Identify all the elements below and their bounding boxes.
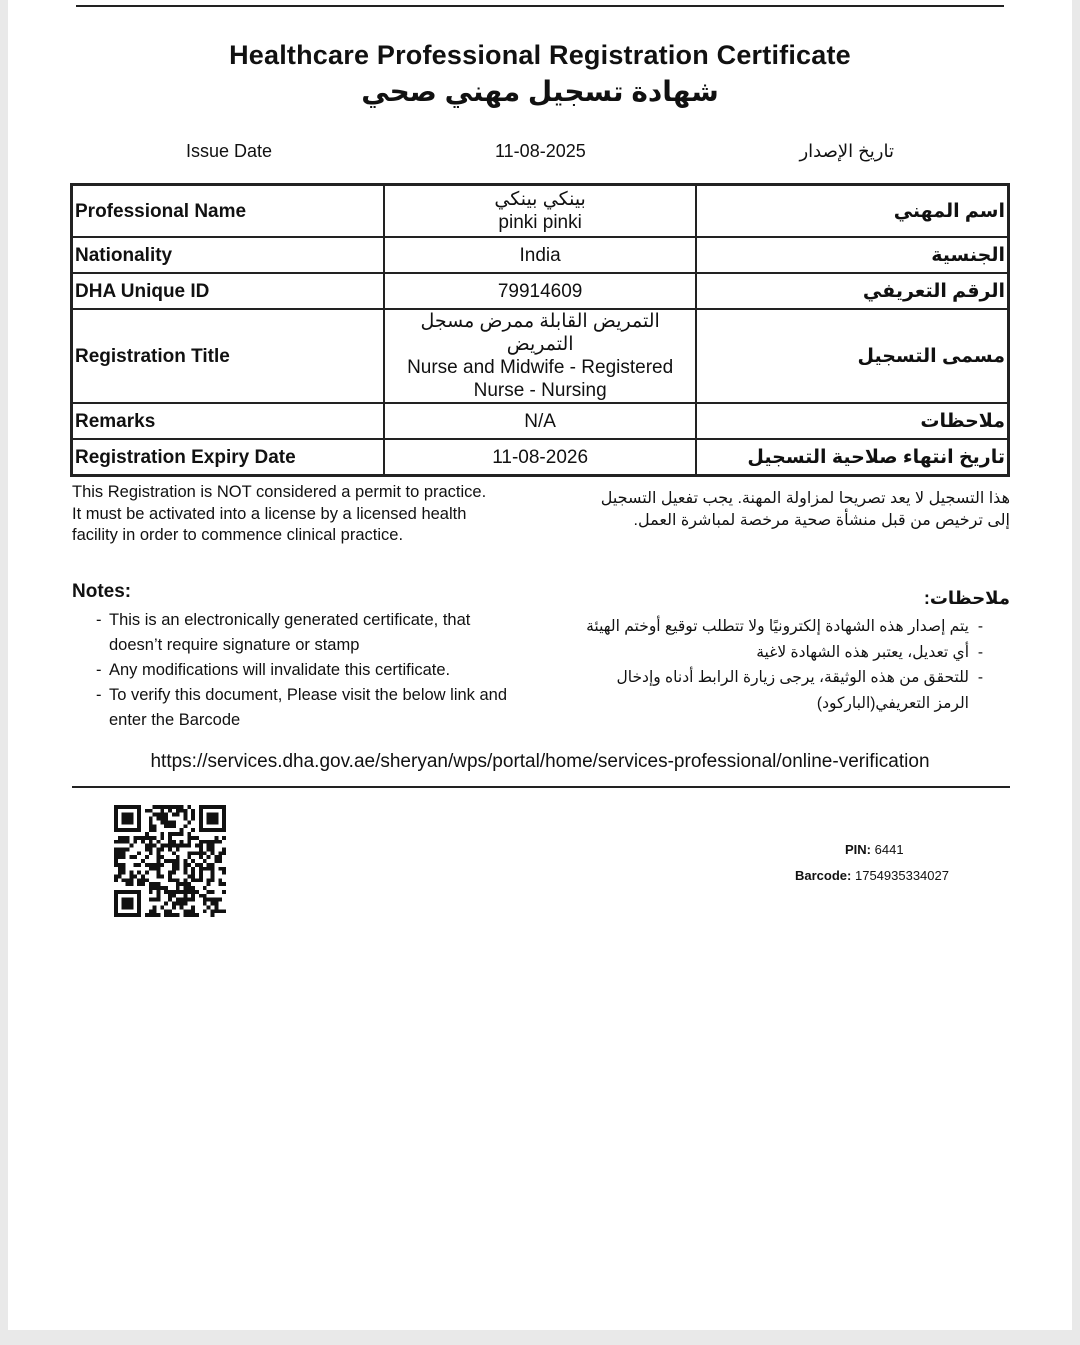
verification-link[interactable]: https://services.dha.gov.ae/sheryan/wps/portal/home/services-professional/online-verification	[150, 751, 930, 772]
issue-date-label-ar: تاريخ الإصدار	[799, 141, 894, 161]
row-value	[384, 309, 696, 403]
table-row	[72, 273, 1009, 309]
row-label-ar: مسمى التسجيل	[696, 309, 1008, 403]
nationality-value: India	[384, 237, 696, 273]
certificate-title-ar: شهادة تسجيل مهني صحي	[361, 76, 719, 107]
issue-date-value: 11-08-2025	[495, 141, 586, 161]
registration-title-ar: التمريض القابلة ممرض مسجل التمريض	[420, 311, 660, 355]
certificate-title-en: Healthcare Professional Registration Certificate	[229, 40, 851, 70]
list-item: - This is an electronically generated certificate, that doesn’t require signature or stamp	[96, 608, 516, 658]
list-item: - يتم إصدار هذه الشهادة إلكترونيًا ولا تتطلب توقيع أوختم الهيئة	[578, 614, 983, 640]
dha-unique-id-value: 79914609	[384, 273, 696, 309]
row-label-en: Registration Title	[72, 309, 385, 403]
pin-line	[845, 842, 904, 857]
expiry-date-value: 11-08-2026	[384, 439, 696, 476]
table-row	[72, 237, 1009, 273]
pin-label: PIN:	[845, 842, 871, 857]
barcode-value: 1754935334027	[854, 868, 949, 883]
list-item: - للتحقق من هذه الوثيقة، يرجى زيارة الرابط أدناه وإدخال الرمز التعريفي(الباركود)	[578, 665, 983, 716]
section-divider	[72, 786, 1010, 788]
notes-list-en	[96, 608, 516, 733]
professional-name-en: pinki pinki	[498, 212, 582, 233]
issue-date-label-en: Issue Date	[186, 141, 273, 161]
table-row	[72, 403, 1009, 439]
qr-code-icon	[114, 805, 226, 917]
table-row	[72, 309, 1009, 403]
list-item: - Any modifications will invalidate this certificate.	[96, 658, 516, 683]
table-row	[72, 439, 1009, 476]
row-label-ar: الجنسية	[696, 237, 1008, 273]
list-item: - أي تعديل، يعتبر هذه الشهادة لاغية	[578, 640, 983, 666]
row-label-en: Remarks	[72, 403, 385, 439]
table-row	[72, 185, 1009, 238]
registration-title-en-line1: Nurse and Midwife - Registered	[407, 357, 674, 378]
registration-details-table	[70, 183, 1010, 477]
row-label-ar: الرقم التعريفي	[696, 273, 1008, 309]
row-label-ar: اسم المهني	[696, 185, 1008, 238]
barcode-line	[795, 868, 949, 883]
list-item: - To verify this document, Please visit the below link and enter the Barcode	[96, 683, 516, 733]
notes-heading-ar: ملاحظات:	[923, 588, 1010, 608]
row-label-en: Nationality	[72, 237, 385, 273]
row-label-en: DHA Unique ID	[72, 273, 385, 309]
top-divider	[76, 5, 1004, 7]
registration-title-en-line2: Nurse - Nursing	[473, 380, 607, 401]
disclaimer-en: This Registration is NOT considered a permit to practice. It must be activated into a license by a licensed health facility in order to commence clinical practice.	[72, 483, 487, 544]
professional-name-ar: بينكي بينكي	[494, 189, 586, 210]
row-label-ar: ملاحظات	[696, 403, 1008, 439]
row-label-en: Registration Expiry Date	[72, 439, 385, 476]
remarks-value: N/A	[384, 403, 696, 439]
disclaimer-ar: هذا التسجيل لا يعد تصريحا لمزاولة المهنة. يجب تفعيل التسجيل إلى ترخيص من قبل منشأة صحية مرخصة لمباشرة العمل.	[600, 490, 1010, 529]
row-label-en: Professional Name	[72, 185, 385, 238]
notes-heading-en: Notes:	[72, 581, 132, 602]
barcode-label: Barcode:	[795, 868, 852, 883]
notes-list-ar	[578, 614, 983, 716]
row-label-ar: تاريخ انتهاء صلاحية التسجيل	[696, 439, 1008, 476]
pin-value: 6441	[874, 842, 904, 857]
certificate-page	[8, 0, 1072, 1330]
row-value	[384, 185, 696, 238]
